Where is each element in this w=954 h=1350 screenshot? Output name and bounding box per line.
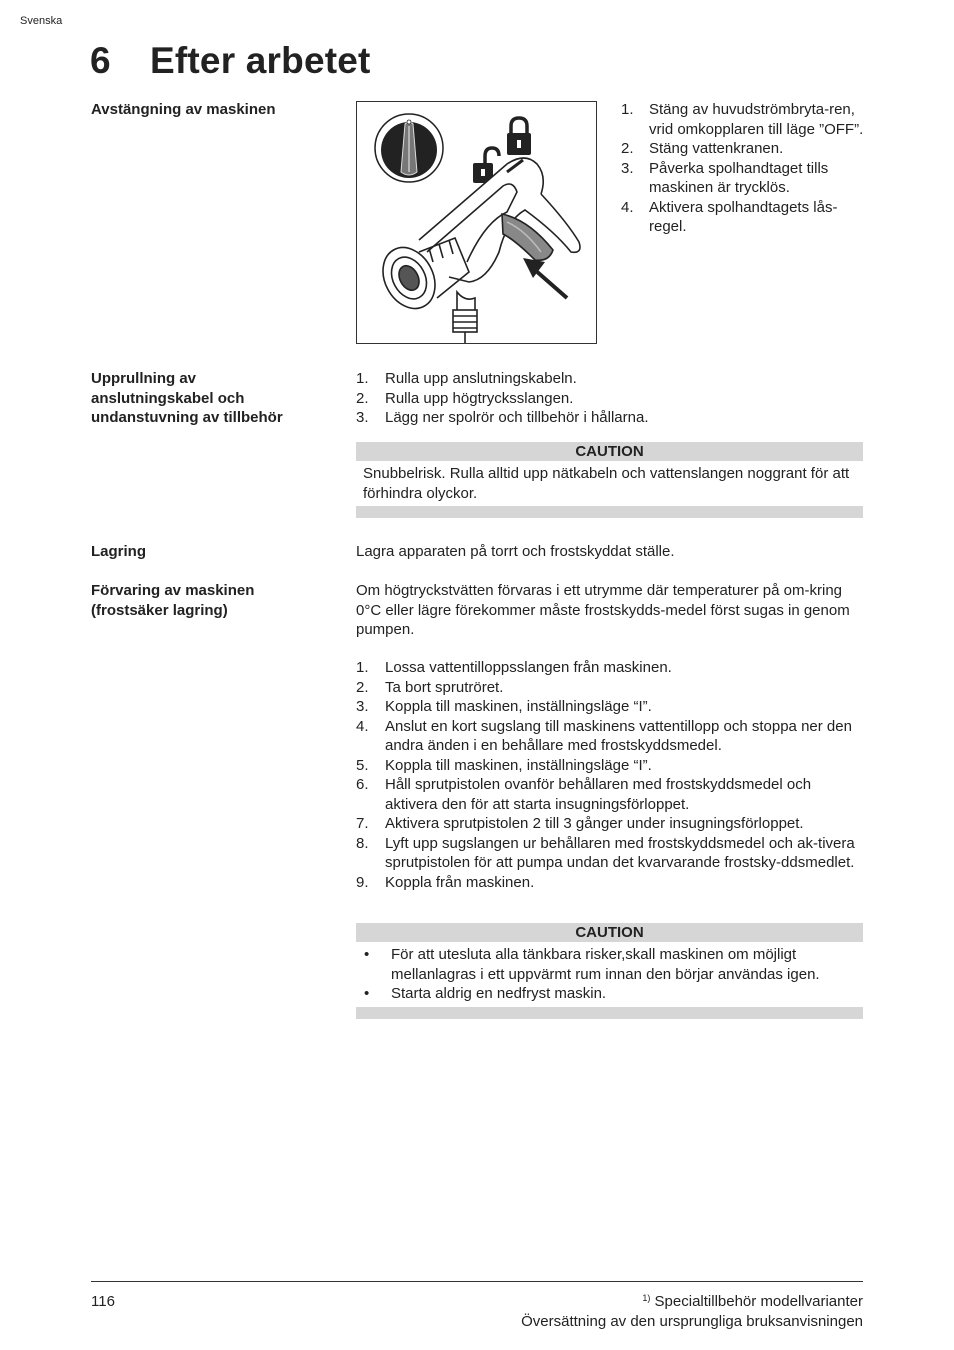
frost-intro: Om högtryckstvätten förvaras i ett utrymme där temperaturer på om-kring 0°C eller lägre förekommer måste frostskydds-medel först sugas in genom pumpen.: [356, 582, 850, 638]
list-item: 3. Lägg ner spolrör och tillbehör i hållarna.: [356, 409, 649, 426]
caution-box-frost: [356, 923, 863, 1019]
bullet-item: • För att utesluta alla tänkbara risker,skall maskinen om möjligt mellanlagras i ett uppvärmt rum innan den börjar användas igen.: [364, 946, 820, 983]
shutdown-steps: [621, 100, 871, 237]
frost-steps: [356, 658, 863, 892]
page-number: 116: [91, 1293, 115, 1310]
spray-gun-icon: [373, 158, 580, 343]
list-item: 7. Aktivera sprutpistolen 2 till 3 gånger under insugningsförloppet.: [356, 815, 804, 832]
list-item: 3. Påverka spolhandtaget tills maskinen är trycklös.: [621, 159, 829, 196]
caution-footer-bar: [356, 506, 863, 518]
frost-heading: Förvaring av maskinen (frostsäker lagring): [91, 582, 255, 619]
chapter-heading: [90, 40, 371, 82]
list-item: 4. Anslut en kort sugslang till maskinens vattentillopp och stoppa ner den andra änden i en behållare med frostskyddsmedel.: [356, 717, 852, 754]
chapter-title: Efter arbetet: [150, 40, 371, 81]
caution-box-tripping: [356, 442, 863, 518]
spray-gun-illustration: [357, 102, 596, 343]
list-item: 2. Stäng vattenkranen.: [621, 140, 784, 157]
list-item: 1. Rulla upp anslutningskabeln.: [356, 370, 577, 387]
lock-closed-icon: [507, 118, 531, 155]
list-item: 9. Koppla från maskinen.: [356, 873, 535, 891]
footer-divider: [91, 1281, 863, 1282]
chapter-number: 6: [90, 40, 111, 81]
spray-gun-figure: [356, 101, 597, 344]
caution-text: Snubbelrisk. Rulla alltid upp nätkabeln och vattenslangen noggrant för att förhindra olyckor.: [363, 465, 850, 502]
caution-label: CAUTION: [356, 442, 863, 461]
footnote-mark: 1): [642, 1293, 651, 1303]
list-item: 8. Lyft upp sugslangen ur behållaren med frostskyddsmedel och ak-tivera sprutpistolen för att pumpa undan det kvarvarande frostsky-ddsmedlet.: [356, 834, 855, 871]
rollup-steps: [356, 369, 863, 428]
footnote: $^{1)}$ Specialtillbehör modellvarianter: [642, 1293, 863, 1310]
list-item: 2. Ta bort sprutröret.: [356, 678, 504, 696]
shutdown-heading: Avstängning av maskinen: [91, 101, 276, 118]
rollup-heading: Upprullning av anslutningskabel och undanstuvning av tillbehör: [91, 370, 283, 426]
list-item: 6. Håll sprutpistolen ovanför behållaren med frostskyddsmedel och aktivera den för att starta insugningsförloppet.: [356, 776, 812, 813]
arrow-icon: [523, 258, 567, 298]
list-item: 5. Koppla till maskinen, inställningsläge “I”.: [356, 756, 652, 774]
list-item: 4. Aktivera spolhandtagets lås-regel.: [621, 198, 838, 235]
storage-heading: Lagring: [91, 543, 146, 560]
list-item: 1. Stäng av huvudströmbryta-ren, vrid omkopplaren till läge ”OFF”.: [621, 101, 864, 138]
list-item: 1. Lossa vattentilloppsslangen från maskinen.: [356, 659, 672, 676]
caution-text: [356, 942, 863, 1007]
list-item: 3. Koppla till maskinen, inställningsläge “I”.: [356, 698, 652, 715]
list-item: 2. Rulla upp högtrycksslangen.: [356, 389, 574, 407]
storage-text: Lagra apparaten på torrt och frostskyddat ställe.: [356, 543, 675, 560]
main-switch-knob-icon: [375, 114, 443, 182]
caution-label: CAUTION: [356, 923, 863, 942]
language-label: Svenska: [20, 15, 63, 27]
caution-footer-bar: [356, 1007, 863, 1019]
bullet-item: • Starta aldrig en nedfryst maskin.: [364, 985, 607, 1002]
translation-note: Översättning av den ursprungliga bruksanvisningen: [521, 1313, 863, 1330]
